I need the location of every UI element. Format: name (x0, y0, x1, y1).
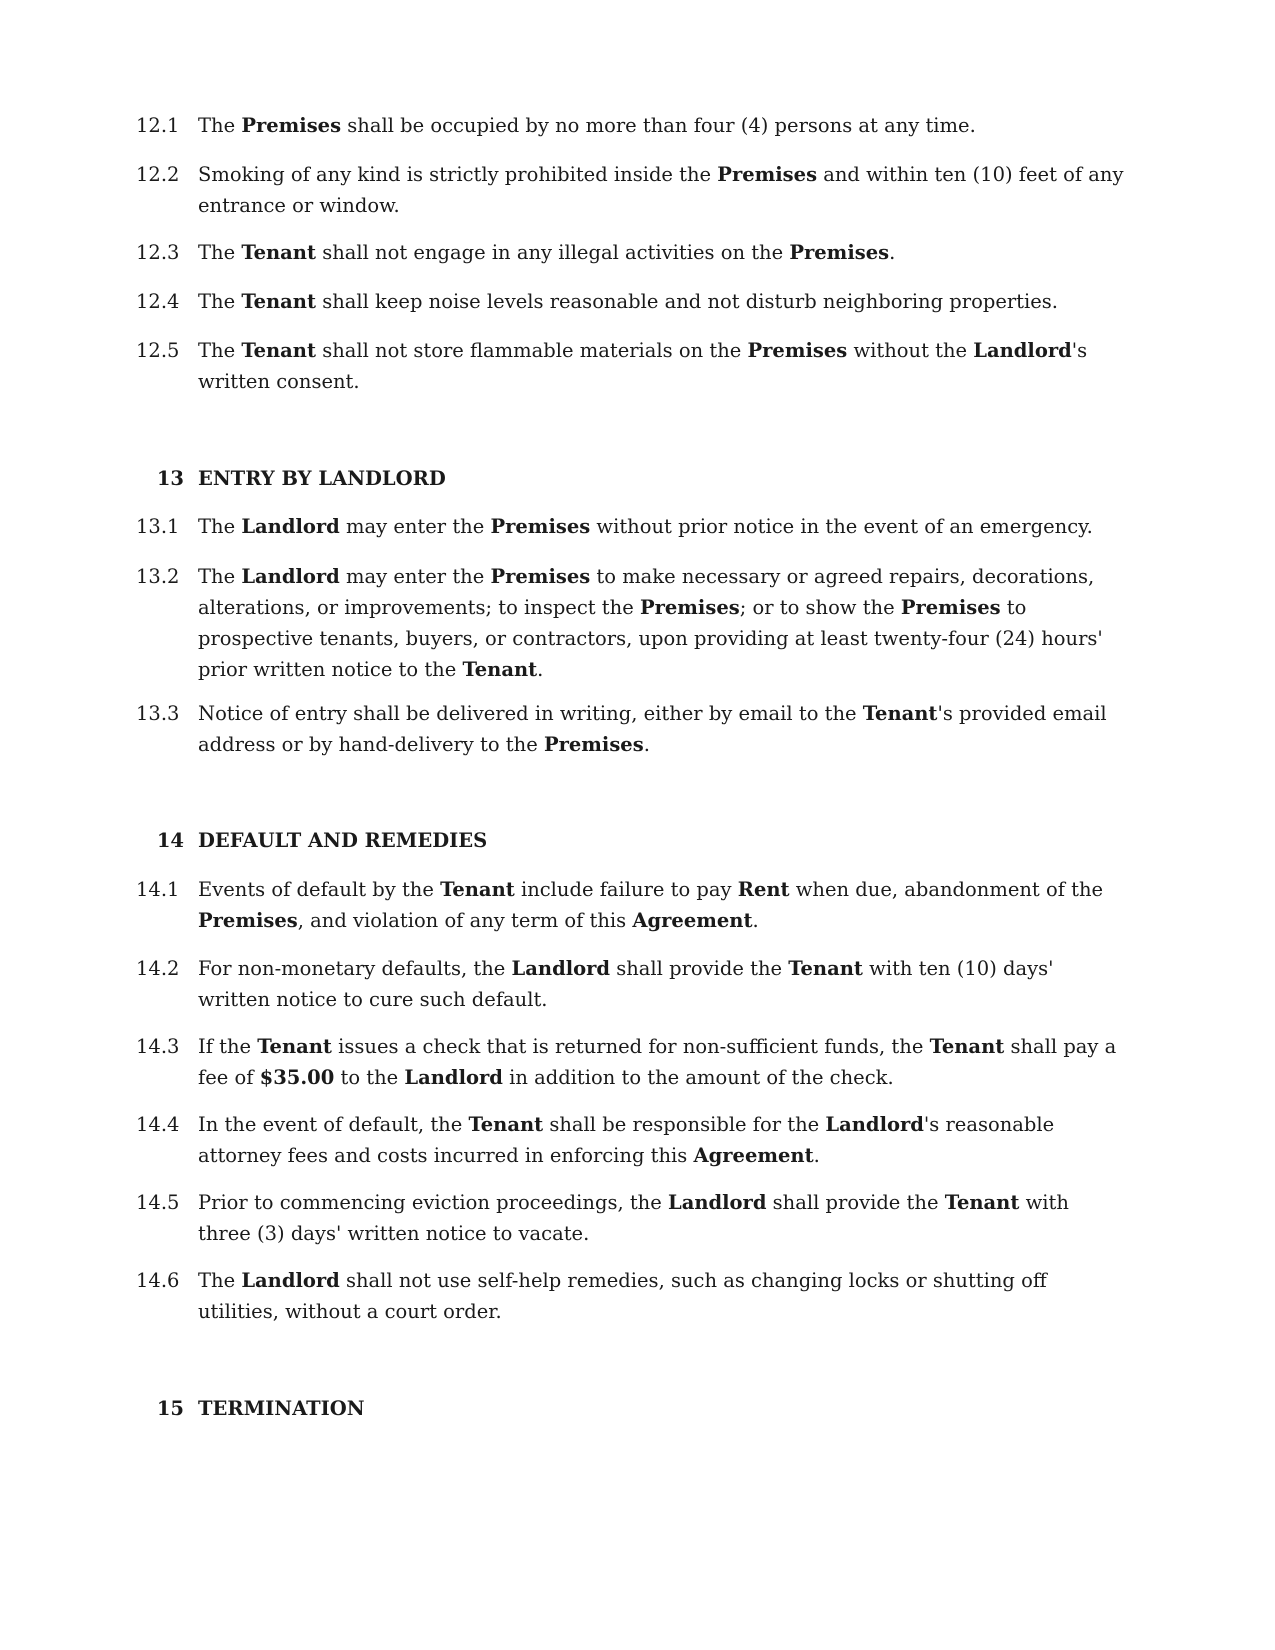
clause-number: 13.2 (136, 565, 180, 588)
defined-term: Landlord (511, 957, 611, 980)
clause-text-run: . (643, 733, 650, 756)
section-heading (136, 1393, 1126, 1424)
defined-term: Premises (747, 339, 848, 362)
defined-term: Landlord (667, 1191, 767, 1214)
clause-text-run: to make necessary or agreed repairs, decorations, alterations, or improvements; to inspect the (198, 565, 1095, 619)
section-number: 14 (156, 829, 184, 852)
defined-term: Premises (490, 565, 591, 588)
clause-number: 12.3 (136, 241, 180, 264)
section-title: ENTRY BY LANDLORD (198, 467, 446, 490)
defined-term: Tenant (929, 1035, 1005, 1058)
clause (136, 286, 1126, 317)
defined-term: Tenant (462, 658, 538, 681)
clause (136, 1265, 1126, 1327)
clause-text-run: . (752, 909, 759, 932)
section-number: 13 (156, 467, 184, 490)
clause-text-run: Smoking of any kind is strictly prohibited inside the (198, 163, 718, 186)
clause (136, 110, 1126, 141)
defined-term: Premises (717, 163, 818, 186)
defined-term: Premises (490, 515, 591, 538)
clause-number: 14.5 (136, 1191, 180, 1214)
clause-text-run: The (198, 114, 242, 137)
clause-number: 13.1 (136, 515, 180, 538)
clause-text-run: . (813, 1144, 820, 1167)
defined-term: Tenant (241, 241, 316, 264)
clause-number: 14.3 (136, 1035, 180, 1058)
defined-term: Landlord (825, 1113, 924, 1136)
clause-text (198, 237, 1126, 268)
defined-term: Premises (241, 114, 342, 137)
clause-number: 12.5 (136, 339, 180, 362)
clause-text (198, 159, 1126, 221)
clause-text-run: to prospective tenants, buyers, or contractors, upon providing at least twenty-four (24) hours' prior written notice to the (198, 596, 1103, 681)
defined-term: Premises (900, 596, 1001, 619)
clause-text-run: and within ten (10) feet of any entrance or window. (198, 163, 1124, 217)
clause-text-run: shall be occupied by no more than four (4) persons at any time. (341, 114, 976, 137)
defined-term: Premises (789, 241, 890, 264)
clause-text-run: The (198, 241, 242, 264)
clause-text (198, 286, 1126, 317)
clause-text (198, 110, 1126, 141)
defined-term: Landlord (241, 1269, 340, 1292)
defined-term: Premises (543, 733, 644, 756)
clause (136, 561, 1126, 685)
clause-number: 12.2 (136, 163, 180, 186)
clause-text (198, 511, 1126, 542)
clause-text-run: shall be responsible for the (543, 1113, 826, 1136)
clause-text-run: with three (3) days' written notice to vacate. (198, 1191, 1069, 1245)
clause-text-run: shall keep noise levels reasonable and not disturb neighboring properties. (316, 290, 1058, 313)
clause-text-run: For non-monetary defaults, the (198, 957, 512, 980)
clause-text-run: without the (847, 339, 974, 362)
defined-term: Agreement (693, 1144, 814, 1167)
clause-number: 12.1 (136, 114, 180, 137)
defined-term: Agreement (632, 909, 753, 932)
clause-text-run: In the event of default, the (198, 1113, 469, 1136)
clause-text-run: shall provide the (766, 1191, 945, 1214)
clause-number: 14.6 (136, 1269, 180, 1292)
defined-term: Landlord (404, 1066, 503, 1089)
clause-text-run: . (889, 241, 896, 264)
defined-term: Rent (737, 878, 790, 901)
clause-text-run: 's written consent. (198, 339, 1088, 393)
clause-text-run: without prior notice in the event of an emergency. (590, 515, 1093, 538)
clause-text-run: in addition to the amount of the check. (502, 1066, 894, 1089)
clause-text-run: The (198, 515, 242, 538)
clause-text (198, 1265, 1126, 1327)
clause-text-run: may enter the (339, 565, 491, 588)
clause-text-run: shall provide the (610, 957, 789, 980)
clause-text-run: shall not use self-help remedies, such as changing locks or shutting off utilities, without a court order. (198, 1269, 1047, 1323)
clause-text-run: The (198, 565, 242, 588)
clause (136, 1031, 1126, 1093)
defined-term: $35.00 (259, 1066, 335, 1089)
clause-text-run: with ten (10) days' written notice to cure such default. (198, 957, 1054, 1011)
defined-term: Tenant (862, 702, 938, 725)
defined-term: Tenant (241, 339, 316, 362)
clause-text-run: The (198, 290, 242, 313)
clause-text-run: shall not store flammable materials on the (316, 339, 748, 362)
defined-term: Premises (639, 596, 740, 619)
section-number: 15 (156, 1397, 184, 1420)
clause-text (198, 1187, 1126, 1249)
section-heading (136, 463, 1126, 494)
clause-text (198, 335, 1126, 397)
clause (136, 953, 1126, 1015)
clause-text-run: include failure to pay (514, 878, 738, 901)
clause (136, 511, 1126, 542)
defined-term: Tenant (241, 290, 316, 313)
clause-text-run: to the (334, 1066, 405, 1089)
clause-text-run: Notice of entry shall be delivered in writing, either by email to the (198, 702, 863, 725)
clause-text-run: 's provided email address or by hand-delivery to the (198, 702, 1107, 756)
clause-number: 13.3 (136, 702, 180, 725)
clause-text-run: issues a check that is returned for non-sufficient funds, the (331, 1035, 930, 1058)
clause-text (198, 561, 1126, 685)
clause-text (198, 874, 1126, 936)
clause (136, 1109, 1126, 1171)
clause-text (198, 953, 1126, 1015)
clause-text-run: ; or to show the (739, 596, 901, 619)
defined-term: Premises (198, 909, 298, 932)
clause-text-run: Prior to commencing eviction proceedings, the (198, 1191, 668, 1214)
clause (136, 335, 1126, 397)
defined-term: Tenant (257, 1035, 332, 1058)
clause-text (198, 1031, 1126, 1093)
clause-number: 14.4 (136, 1113, 180, 1136)
defined-term: Landlord (241, 565, 340, 588)
clause (136, 159, 1126, 221)
defined-term: Landlord (973, 339, 1072, 362)
defined-term: Tenant (440, 878, 515, 901)
clause-text-run: shall pay a fee of (198, 1035, 1117, 1089)
clause (136, 237, 1126, 268)
section-title: DEFAULT AND REMEDIES (198, 829, 488, 852)
clause-number: 12.4 (136, 290, 180, 313)
clause-text-run: may enter the (339, 515, 491, 538)
clause-text-run: The (198, 339, 242, 362)
defined-term: Tenant (944, 1191, 1020, 1214)
clause-text-run: . (537, 658, 544, 681)
defined-term: Tenant (468, 1113, 544, 1136)
section-title: TERMINATION (198, 1397, 365, 1420)
clause (136, 698, 1126, 760)
clause (136, 1187, 1126, 1249)
clause-text-run: when due, abandonment of the (789, 878, 1104, 901)
clause-text-run: If the (198, 1035, 258, 1058)
clause-text-run: The (198, 1269, 242, 1292)
clause-number: 14.2 (136, 957, 180, 980)
clause-text (198, 698, 1126, 760)
clause-text-run: Events of default by the (198, 878, 441, 901)
clause-text (198, 1109, 1126, 1171)
defined-term: Tenant (788, 957, 863, 980)
section-heading (136, 825, 1126, 856)
clause-text-run: 's reasonable attorney fees and costs incurred in enforcing this (198, 1113, 1055, 1167)
clause (136, 874, 1126, 936)
defined-term: Landlord (241, 515, 340, 538)
clause-number: 14.1 (136, 878, 180, 901)
clause-text-run: , and violation of any term of this (297, 909, 633, 932)
clause-text-run: shall not engage in any illegal activities on the (316, 241, 790, 264)
